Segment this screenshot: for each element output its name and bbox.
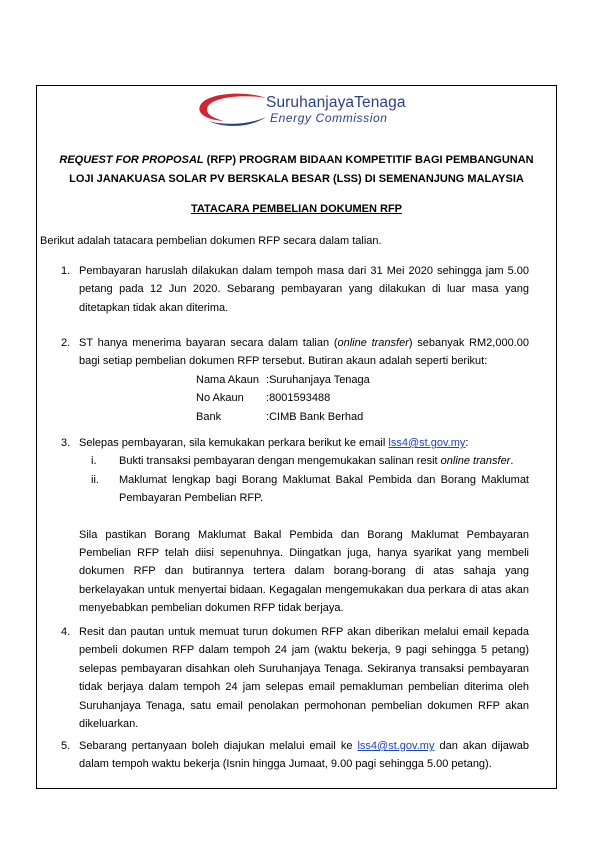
logo-name: SuruhanjayaTenaga (266, 94, 406, 111)
bank-row-account-number: No Akaun : 8001593488 (196, 392, 331, 405)
logo-subtitle: Energy Commission (270, 111, 388, 125)
item-number: 3. (61, 437, 71, 449)
energy-commission-logo (196, 92, 461, 132)
item-number: 4. (61, 626, 71, 638)
item-number: 1. (61, 265, 71, 277)
bank-details (196, 371, 529, 426)
document-title (40, 151, 553, 189)
list-item-4 (61, 623, 529, 733)
bank-row-bank: Bank : CIMB Bank Berhad (196, 410, 364, 423)
intro-text: Berikut adalah tatacara pembelian dokumen RFP secara dalam talian. (40, 235, 382, 247)
bank-row-account-name: Nama Akaun : Suruhanjaya Tenaga (196, 373, 370, 386)
email-link[interactable]: lss4@st.gov.my (388, 437, 466, 449)
swoosh-icon (196, 92, 268, 132)
section-heading: TATACARA PEMBELIAN DOKUMEN RFP (190, 203, 403, 215)
item-number: 5. (61, 740, 71, 752)
item-number: 2. (61, 337, 71, 349)
item-text: Resit dan pautan untuk memuat turun dokumen RFP akan diberikan melalui email kepada pembeli dokumen RFP dalam tempoh 24 jam (waktu bekerja, 9 pagi sehingga 5 petang) selepas pembayaran disahkan oleh Suruhanjaya Tenaga. Sekiranya transaksi pembayaran tidak berjaya dalam tempoh 24 jam selepas email pemakluman pembelian diterima oleh Suruhanjaya Tenaga, satu email penolakan permohonan pembelian dokumen RFP akan dikeluarkan. (79, 626, 529, 731)
item-text: ST hanya menerima bayaran secara dalam talian (online transfer) sebanyak RM2,000.00 bagi setiap pembelian dokumen RFP tersebut. Butiran akaun adalah seperti berikut: (79, 337, 529, 368)
item-text: Pembayaran haruslah dilakukan dalam tempoh masa dari 31 Mei 2020 sehingga jam 5.00 petang pada 12 Jun 2020. Sebarang pembayaran yang dilakukan di luar masa yang ditetapkan tidak akan diterima. (79, 265, 529, 314)
title-line2: LOJI JANAKUASA SOLAR PV BERSKALA BESAR (LSS) DI SEMENANJUNG MALAYSIA (69, 173, 524, 185)
list-item-3 (61, 434, 529, 618)
title-line1: (RFP) PROGRAM BIDAAN KOMPETITIF BAGI PEMBANGUNAN (203, 154, 534, 166)
email-link[interactable]: lss4@st.gov.my (357, 740, 435, 752)
list-item-1 (61, 262, 529, 317)
title-italic: REQUEST FOR PROPOSAL (59, 154, 204, 166)
sub-item-ii: ii. Maklumat lengkap bagi Borang Maklumat Bakal Pembida dan Borang Maklumat Pembayaran Pembelian RFP. (91, 473, 529, 505)
item-text: Selepas pembayaran, sila kemukakan perkara berikut ke email lss4@st.gov.my: (79, 437, 469, 449)
item-text: Sebarang pertanyaan boleh diajukan melalui email ke lss4@st.gov.my dan akan dijawab dalam tempoh waktu bekerja (Isnin hingga Jumaat, 9.00 pagi sehingga 5.00 petang). (79, 740, 529, 771)
sub-item-i: i. Bukti transaksi pembayaran dengan mengemukakan salinan resit online transfer. (91, 455, 514, 468)
list-item-2 (61, 334, 529, 426)
item-3-note: Sila pastikan Borang Maklumat Bakal Pembida dan Borang Maklumat Pembayaran Pembelian RFP telah diisi sepenuhnya. Diingatkan juga, hanya syarikat yang membeli dokumen RFP dan butirannya tertera dalam borang-borang di atas sahaja yang berkelayakan untuk menyertai bidaan. Kegagalan mengemukakan dua perkara di atas akan menyebabkan pembelian dokumen RFP tidak berjaya. (79, 528, 529, 615)
list-item-5 (61, 737, 529, 774)
